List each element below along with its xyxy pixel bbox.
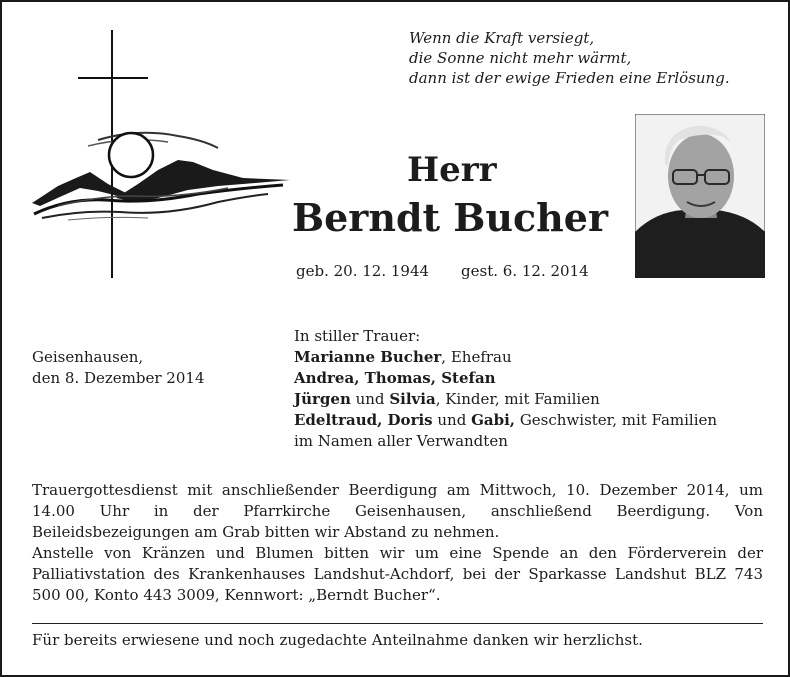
service-info xyxy=(32,480,763,606)
deceased-name: Berndt Bucher xyxy=(292,195,609,240)
mourner-name: Gabi, xyxy=(471,411,516,429)
death-date: gest. 6. 12. 2014 xyxy=(461,262,589,280)
mourner-line xyxy=(294,410,717,431)
town: Geisenhausen, xyxy=(32,348,144,366)
motto-line: Wenn die Kraft versiegt, xyxy=(409,29,595,47)
mourner-line xyxy=(294,347,717,368)
mourner-relation: , Kinder, mit Familien xyxy=(435,390,600,408)
mourners-list xyxy=(294,326,717,452)
place-date xyxy=(32,347,205,389)
mourner-name: Edeltraud, Doris xyxy=(294,411,433,429)
motto-line: die Sonne nicht mehr wärmt, xyxy=(409,49,632,67)
mourner-conjunction: und xyxy=(350,390,390,408)
cross-sunset-emblem xyxy=(28,28,303,283)
mourners-closing: im Namen aller Verwandten xyxy=(294,432,508,450)
mourner-conjunction: und xyxy=(432,411,472,429)
sun-icon xyxy=(109,133,153,177)
mourners-intro: In stiller Trauer: xyxy=(294,327,421,345)
divider-rule xyxy=(32,623,763,624)
life-dates xyxy=(296,261,589,281)
mourner-name: Marianne Bucher xyxy=(294,348,442,366)
donation-paragraph: Anstelle von Kränzen und Blumen bitten wir um eine Spende an den Förderverein der Palliativstation des Krankenhauses Landshut-Achdorf, bei der Sparkasse Landshut BLZ 743 500 00, Konto 443 3009, Kennwort: „Berndt Bucher“. xyxy=(32,544,763,604)
portrait-photo xyxy=(635,114,765,278)
mourner-name: Jürgen xyxy=(294,390,351,408)
mourner-name: Andrea, Thomas, Stefan xyxy=(294,369,496,387)
thanks-line: Für bereits erwiesene und noch zugedachte Anteilnahme danken wir herzlichst. xyxy=(32,631,643,649)
mourner-line xyxy=(294,389,717,410)
birth-date: geb. 20. 12. 1944 xyxy=(296,262,430,280)
salutation: Herr xyxy=(407,150,497,190)
motto-verse xyxy=(409,28,730,88)
notice-date: den 8. Dezember 2014 xyxy=(32,369,205,387)
mourner-name: Silvia xyxy=(389,390,436,408)
mourner-relation: , Ehefrau xyxy=(441,348,512,366)
service-paragraph: Trauergottesdienst mit anschließender Beerdigung am Mittwoch, 10. Dezember 2014, um 14.00 Uhr in der Pfarrkirche Geisenhausen, anschließend Beerdigung. Von Beileidsbezeigungen am Grab bitten wir Abstand zu nehmen. xyxy=(32,481,763,541)
mourner-relation: Geschwister, mit Familien xyxy=(515,411,718,429)
motto-line: dann ist der ewige Frieden eine Erlösung. xyxy=(409,69,730,87)
mourner-line xyxy=(294,368,717,389)
